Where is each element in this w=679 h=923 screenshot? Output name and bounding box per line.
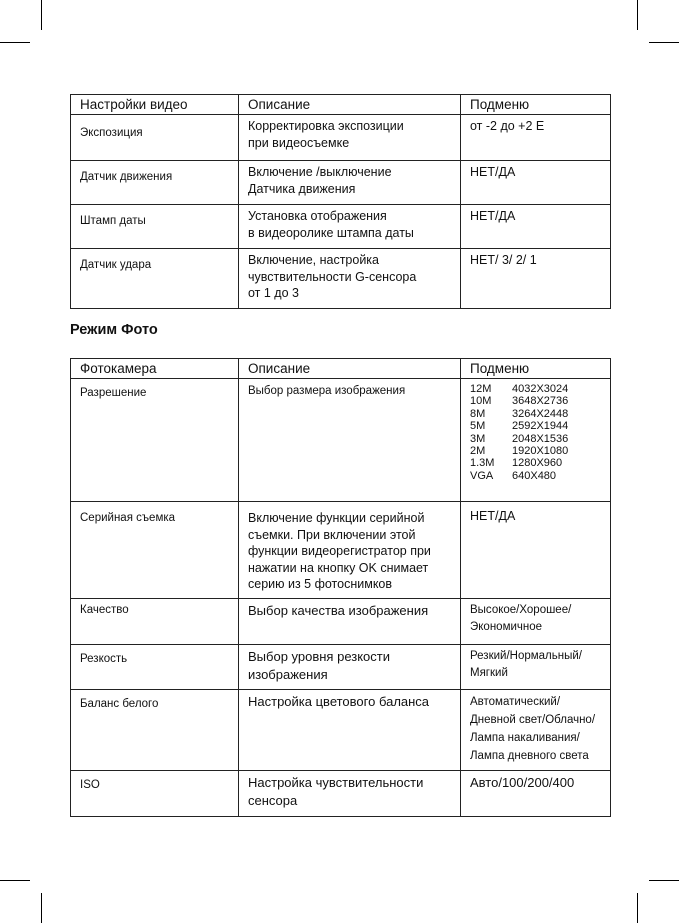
crop-mark: [649, 880, 679, 881]
column-header: Подменю: [461, 359, 611, 379]
crop-mark: [637, 0, 638, 30]
resolution-option: 8M 3264X2448: [470, 407, 569, 420]
table-row: [71, 645, 611, 690]
submenu-line: НЕТ/ 3/ 2/ 1: [470, 253, 537, 267]
crop-mark: [0, 42, 30, 43]
crop-mark: [649, 42, 679, 43]
submenu-line: Резкий/Нормальный/: [470, 650, 582, 662]
table-row: [71, 599, 611, 645]
setting-description: [239, 502, 461, 599]
setting-name: Резкость: [71, 645, 239, 690]
table-row: [71, 115, 611, 161]
desc-line: изображения: [248, 667, 328, 682]
submenu-line: НЕТ/ДА: [470, 209, 516, 223]
resolution-option: VGA 640X480: [470, 469, 557, 482]
submenu-line: Авто/100/200/400: [470, 775, 575, 790]
submenu-line: Автоматический/: [470, 696, 561, 708]
desc-line: Датчика движения: [248, 181, 356, 196]
desc-line: нажатии на кнопку OK снимает: [248, 560, 429, 575]
table-header-row: [71, 95, 611, 115]
resolution-option: 1.3M 1280X960: [470, 457, 563, 470]
submenu-line: Лампа накаливания/: [470, 732, 580, 744]
column-header: Фотокамера: [71, 359, 239, 379]
resolution-option: 3M 2048X1536: [470, 432, 569, 445]
table-row: [71, 502, 611, 599]
submenu-line: Экономичное: [470, 620, 543, 633]
setting-description: [239, 115, 461, 161]
desc-line: Установка отображения: [248, 209, 387, 223]
setting-description: [239, 599, 461, 645]
photo-settings-table: [70, 358, 611, 817]
setting-name: ISO: [71, 771, 239, 817]
submenu-line: от -2 до +2 E: [470, 119, 545, 133]
submenu-line: Дневной свет/Облачно/: [470, 714, 596, 726]
section-title: Режим Фото: [70, 322, 158, 338]
desc-line: серию из 5 фотоснимков: [248, 577, 393, 591]
table-row: [71, 771, 611, 817]
desc-line: съемки. При включении этой: [248, 527, 416, 542]
setting-name: Датчик движения: [71, 161, 239, 205]
resolution-option: 2M 1920X1080: [470, 445, 569, 458]
table-row: [71, 161, 611, 205]
desc-line: Выбор уровня резкости: [248, 649, 390, 664]
setting-submenu: [461, 645, 611, 690]
column-header: Описание: [239, 95, 461, 115]
submenu-line: Высокое/Хорошее/: [470, 604, 572, 616]
desc-line: Включение функции серийной: [248, 511, 425, 525]
column-header: Настройки видео: [71, 95, 239, 115]
desc-line: Настройка цветового баланса: [248, 694, 430, 709]
desc-line: Настройка чувствительности: [248, 775, 424, 790]
column-header: Описание: [239, 359, 461, 379]
crop-mark: [41, 0, 42, 30]
setting-name: Датчик удара: [71, 249, 239, 309]
setting-description: [239, 249, 461, 309]
setting-description: [239, 205, 461, 249]
desc-line: сенсора: [248, 793, 298, 808]
setting-name: Серийная съемка: [71, 502, 239, 599]
crop-mark: [637, 893, 638, 923]
setting-name: Разрешение: [71, 379, 239, 502]
setting-submenu: [461, 599, 611, 645]
resolution-option: 5M 2592X1944: [470, 420, 569, 433]
submenu-line: Лампа дневного света: [470, 750, 589, 762]
submenu-line: Мягкий: [470, 666, 508, 679]
desc-line: Включение /выключение: [248, 165, 392, 179]
setting-submenu: [461, 161, 611, 205]
submenu-line: НЕТ/ДА: [470, 165, 516, 179]
resolution-option: 12M 4032X3024: [470, 383, 569, 395]
setting-description: Выбор размера изображения: [239, 379, 461, 502]
setting-description: [239, 645, 461, 690]
setting-name: Экспозиция: [71, 115, 239, 161]
setting-name: Качество: [71, 599, 239, 645]
setting-name: Штамп даты: [71, 205, 239, 249]
setting-submenu: [461, 115, 611, 161]
video-settings-table: [70, 94, 611, 309]
crop-mark: [41, 893, 42, 923]
table-row: [71, 205, 611, 249]
setting-submenu: [461, 249, 611, 309]
desc-line: Корректировка экспозиции: [248, 119, 404, 133]
column-header: Подменю: [461, 95, 611, 115]
table-row: [71, 249, 611, 309]
crop-mark: [0, 880, 30, 881]
setting-submenu: [461, 502, 611, 599]
desc-line: при видеосъемке: [248, 135, 350, 150]
submenu-line: НЕТ/ДА: [470, 509, 516, 523]
setting-description: [239, 771, 461, 817]
resolution-option: 10M 3648X2736: [470, 395, 569, 408]
setting-submenu: [461, 771, 611, 817]
desc-line: Включение, настройка: [248, 253, 379, 267]
desc-line: функции видеорегистратор при: [248, 544, 431, 558]
setting-name: Баланс белого: [71, 690, 239, 771]
setting-submenu: [461, 690, 611, 771]
setting-description: [239, 690, 461, 771]
desc-line: чувствительности G-сенсора: [248, 269, 417, 284]
table-header-row: [71, 359, 611, 379]
resolution-options: [461, 379, 611, 502]
desc-line: от 1 до 3: [248, 286, 299, 300]
setting-submenu: [461, 205, 611, 249]
desc-line: Выбор качества изображения: [248, 603, 429, 618]
desc-line: в видеоролике штампа даты: [248, 225, 414, 240]
setting-description: [239, 161, 461, 205]
table-row: [71, 690, 611, 771]
table-row: [71, 379, 611, 502]
